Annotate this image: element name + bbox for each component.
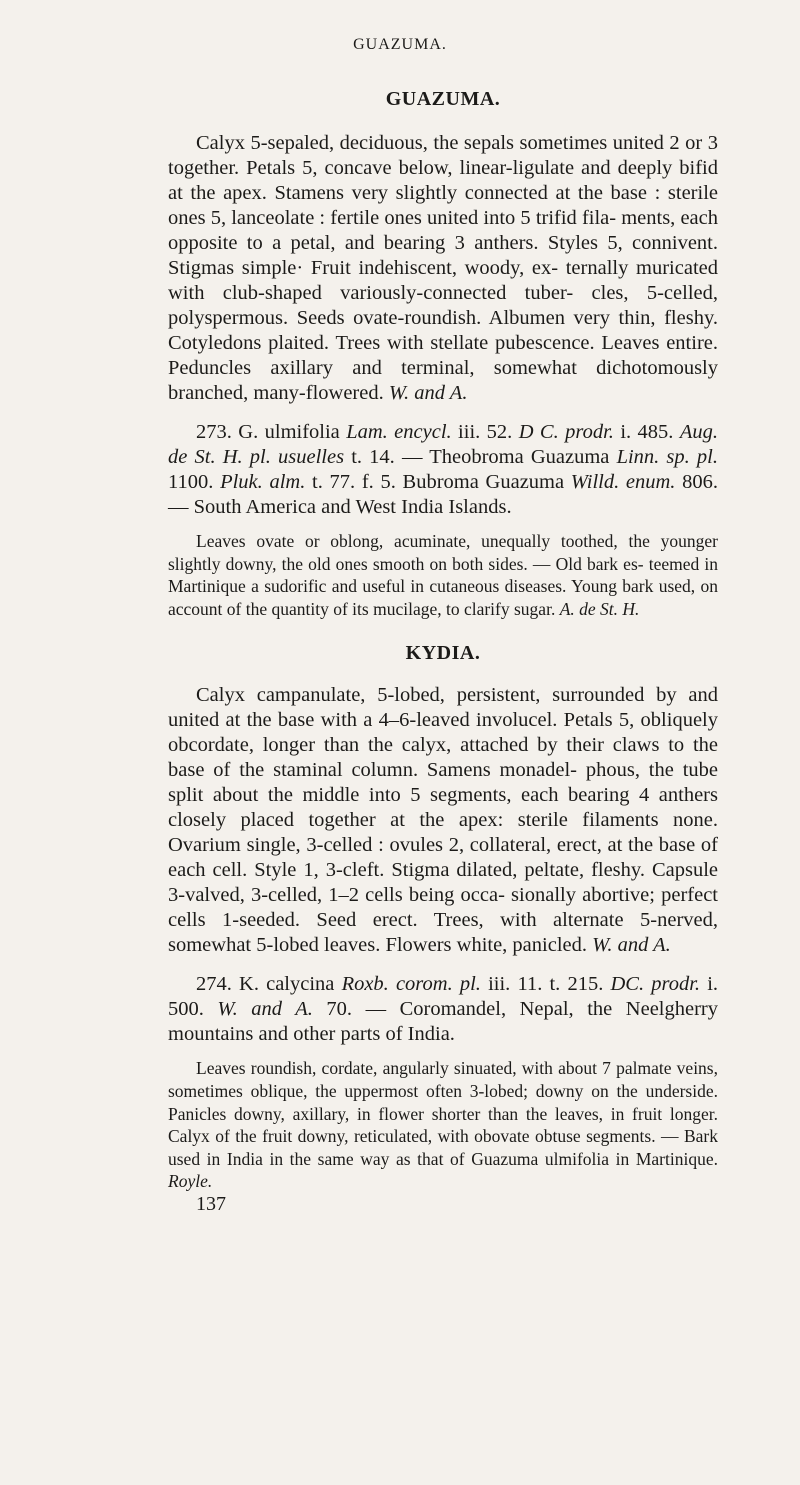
page-body — [168, 88, 718, 1215]
citation-title: Lam. encycl. — [346, 421, 452, 443]
species-text: t. 77. f. 5. Bubroma Guazuma — [305, 471, 571, 493]
genus-title: GUAZUMA. — [385, 88, 501, 110]
citation-title: Roxb. corom. pl. — [341, 973, 481, 996]
citation-title: DC. prodr. — [610, 973, 701, 996]
species-text: 1100. — [168, 471, 221, 493]
description-text: Calyx campanulate, 5-lobed, persistent, surrounded by and united at the base with a 4–6-leaved involucel. Petals 5, obliquely obcordate, longer than the calyx, attached by their claws to the base of the staminal column. Samens monadel- phous, the tube split about the middle into 5 segments, each bearing 4 anthers closely placed together at the apex: sterile filaments none. Ovarium single, 3-celled : ovules 2, collateral, erect, at the base of each cell. Style 1, 3-cleft. Stigma dilated, peltate, fleshy. Capsule 3-valved, 3-celled, 1–2 cells being occa- sionally abortive; perfect cells 1-seeded. Seed erect. Trees, with alternate 5-nerved, somewhat 5-lobed leaves. Flowers white, panicled. — [168, 684, 718, 957]
species-text: i. 500. — [168, 973, 719, 1021]
species-text: iii. 11. t. 215. — [480, 973, 611, 996]
description-authority: W. and A. — [388, 382, 468, 404]
species-entry — [168, 972, 718, 1047]
species-text: 273. G. ulmifolia — [196, 421, 347, 443]
species-text: t. 14. — Theobroma Guazuma — [344, 446, 617, 468]
citation-title: D C. prodr. — [518, 421, 614, 443]
citation-title: W. and A. — [217, 998, 313, 1021]
description-authority: W. and A. — [592, 934, 671, 957]
genus-description — [168, 131, 718, 406]
page-number: 137 — [196, 1192, 226, 1215]
description-text: Calyx 5-sepaled, deciduous, the sepals sometimes united 2 or 3 together. Petals 5, concave below, linear-ligulate and deeply bifid at the apex. Stamens very slightly connected at the base : sterile ones 5, lanceolate : fertile ones united into 5 trifid fila- ments, each opposite to a petal, and bearing 3 anthers. Styles 5, connivent. Stigmas simple· Fruit indehiscent, woody, ex- ternally muricated with club-shaped variously-connected tuber- cles, 5-celled, polyspermous. Seeds ovate-roundish. Albumen very thin, fleshy. Cotyledons plaited. Trees with stellate pubescence. Leaves entire. Peduncles axillary and terminal, somewhat dichotomously branched, many-flowered. — [168, 132, 718, 404]
species-text: 274. K. calycina — [196, 973, 342, 996]
note-text: Leaves roundish, cordate, angularly sinuated, with about 7 palmate veins, sometimes oblique, the uppermost often 3-lobed; downy on the underside. Panicles downy, axillary, in flower shorter than the leaves, in fruit longer. Calyx of the fruit downy, reticulated, with obovate obtuse segments. — Bark used in India in the same way as that of Guazuma ulmifolia in Martinique. — [168, 1058, 718, 1169]
species-text: iii. 52. — [451, 421, 519, 443]
species-entry — [168, 420, 718, 520]
species-note — [168, 530, 718, 620]
genus-title: KYDIA. — [405, 642, 481, 665]
genus-section-kydia — [168, 642, 718, 1193]
note-authority: A. de St. H. — [559, 598, 640, 619]
genus-section-guazuma — [168, 88, 718, 620]
note-authority: Royle. — [168, 1171, 213, 1192]
species-note — [168, 1057, 718, 1193]
note-text: Leaves ovate or oblong, acuminate, unequally toothed, the younger slightly downy, the old ones smooth on both sides. — Old bark es- teemed in Martinique a sudorific and useful in cutaneous diseases. Young bark used, on account of the quantity of its mucilage, to clarify sugar. — [168, 531, 718, 619]
species-text: 70. — Coromandel, Nepal, the Neelgherry mountains and other parts of India. — [168, 998, 719, 1046]
genus-description — [168, 683, 718, 958]
citation-title: Aug. de St. H. pl. usuelles — [168, 421, 718, 468]
species-text: 806. — South America and West India Islands. — [168, 471, 719, 518]
citation-title: Linn. sp. pl. — [616, 446, 718, 468]
species-text: i. 485. — [613, 421, 680, 443]
citation-title: Pluk. alm. — [220, 471, 306, 493]
running-head: GUAZUMA. — [353, 36, 447, 53]
citation-title: Willd. enum. — [570, 471, 676, 493]
